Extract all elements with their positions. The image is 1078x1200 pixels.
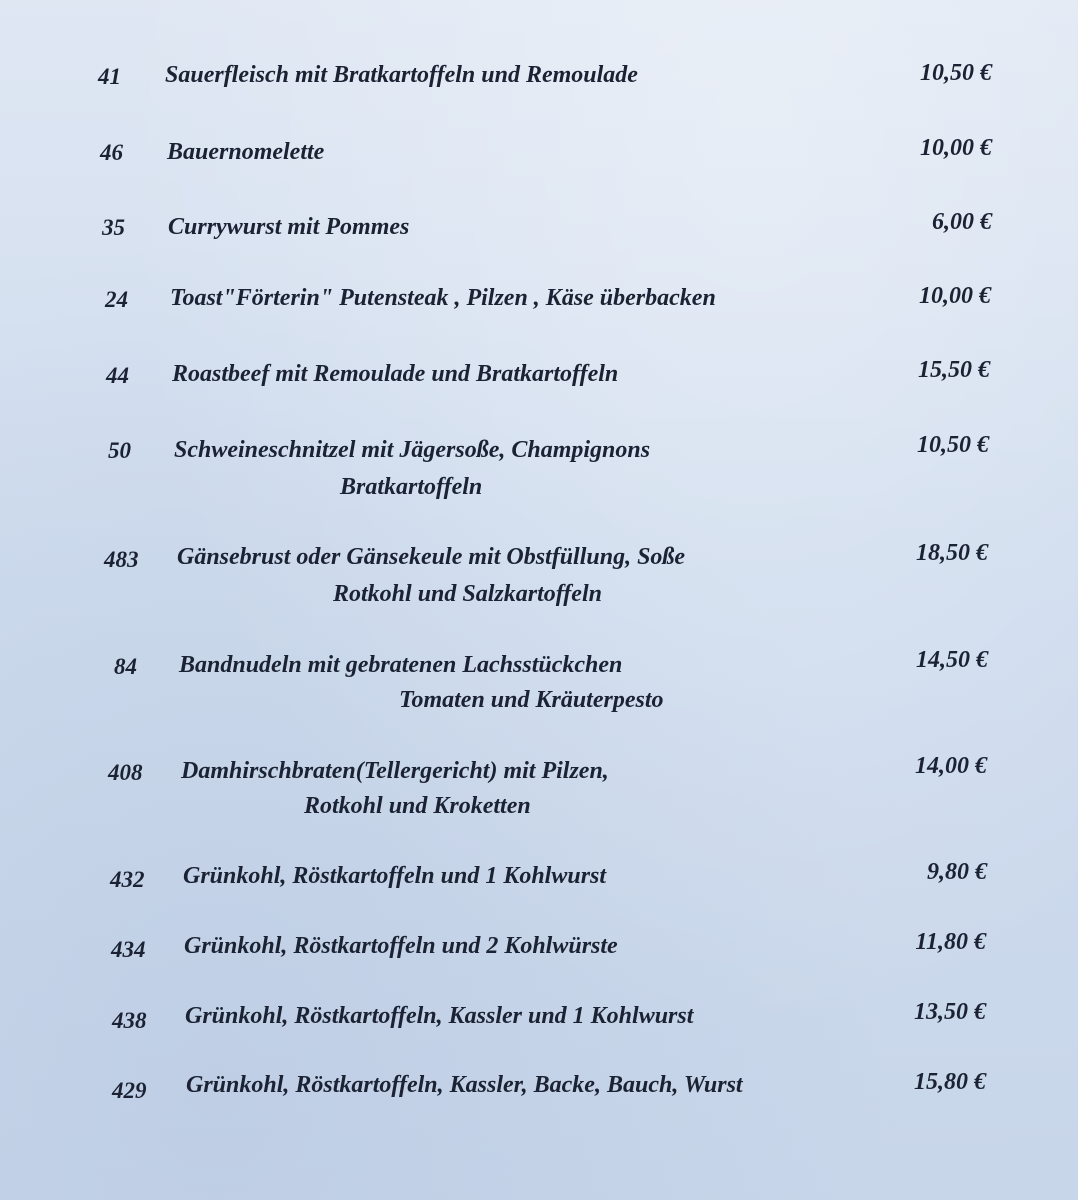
item-number: 434 xyxy=(111,937,146,962)
item-number: 438 xyxy=(112,1008,147,1033)
item-name: Gänsebrust oder Gänsekeule mit Obstfüllung, Soße xyxy=(177,544,686,570)
item-price: 18,50 € xyxy=(916,540,988,566)
item-name: Damhirschbraten(Tellergericht) mit Pilzen, xyxy=(181,758,609,784)
item-name-continued: Bratkartoffeln xyxy=(340,474,483,500)
item-price: 11,80 € xyxy=(915,929,986,955)
item-number: 429 xyxy=(112,1078,147,1103)
item-price: 14,50 € xyxy=(916,647,988,673)
item-name: Grünkohl, Röstkartoffeln, Kassler, Backe, Bauch, Wurst xyxy=(186,1072,743,1098)
item-name: Schweineschnitzel mit Jägersoße, Champignons xyxy=(174,437,651,463)
item-number: 41 xyxy=(98,64,121,89)
item-price: 10,00 € xyxy=(920,135,992,161)
item-price: 10,50 € xyxy=(917,432,989,458)
item-number: 408 xyxy=(108,760,143,785)
item-name-continued: Tomaten und Kräuterpesto xyxy=(399,687,664,713)
item-name: Toast"Förterin" Putensteak , Pilzen , Käse überbacken xyxy=(170,285,716,311)
item-name: Grünkohl, Röstkartoffeln, Kassler und 1 Kohlwurst xyxy=(185,1003,694,1029)
item-number: 24 xyxy=(105,287,128,312)
item-price: 6,00 € xyxy=(932,209,992,235)
item-number: 35 xyxy=(102,215,125,240)
item-price: 13,50 € xyxy=(914,999,986,1025)
item-price: 10,50 € xyxy=(920,60,992,86)
item-name: Roastbeef mit Remoulade und Bratkartoffeln xyxy=(172,361,619,387)
item-name-continued: Rotkohl und Kroketten xyxy=(304,793,531,819)
item-name: Bandnudeln mit gebratenen Lachsstückchen xyxy=(179,652,623,678)
item-price: 9,80 € xyxy=(927,859,987,885)
item-name: Currywurst mit Pommes xyxy=(168,214,410,240)
item-number: 483 xyxy=(104,547,139,572)
item-name: Grünkohl, Röstkartoffeln und 1 Kohlwurst xyxy=(183,863,607,889)
item-number: 50 xyxy=(108,438,131,463)
item-price: 14,00 € xyxy=(915,753,987,779)
item-name-continued: Rotkohl und Salzkartoffeln xyxy=(333,581,602,607)
item-number: 84 xyxy=(114,654,137,679)
item-name: Grünkohl, Röstkartoffeln und 2 Kohlwürste xyxy=(184,933,618,959)
item-price: 10,00 € xyxy=(919,283,991,309)
item-price: 15,80 € xyxy=(914,1069,986,1095)
item-number: 44 xyxy=(106,363,129,388)
item-number: 46 xyxy=(100,140,123,165)
item-name: Bauernomelette xyxy=(167,139,325,165)
item-name: Sauerfleisch mit Bratkartoffeln und Remoulade xyxy=(165,62,638,88)
item-number: 432 xyxy=(110,867,145,892)
item-price: 15,50 € xyxy=(918,357,990,383)
